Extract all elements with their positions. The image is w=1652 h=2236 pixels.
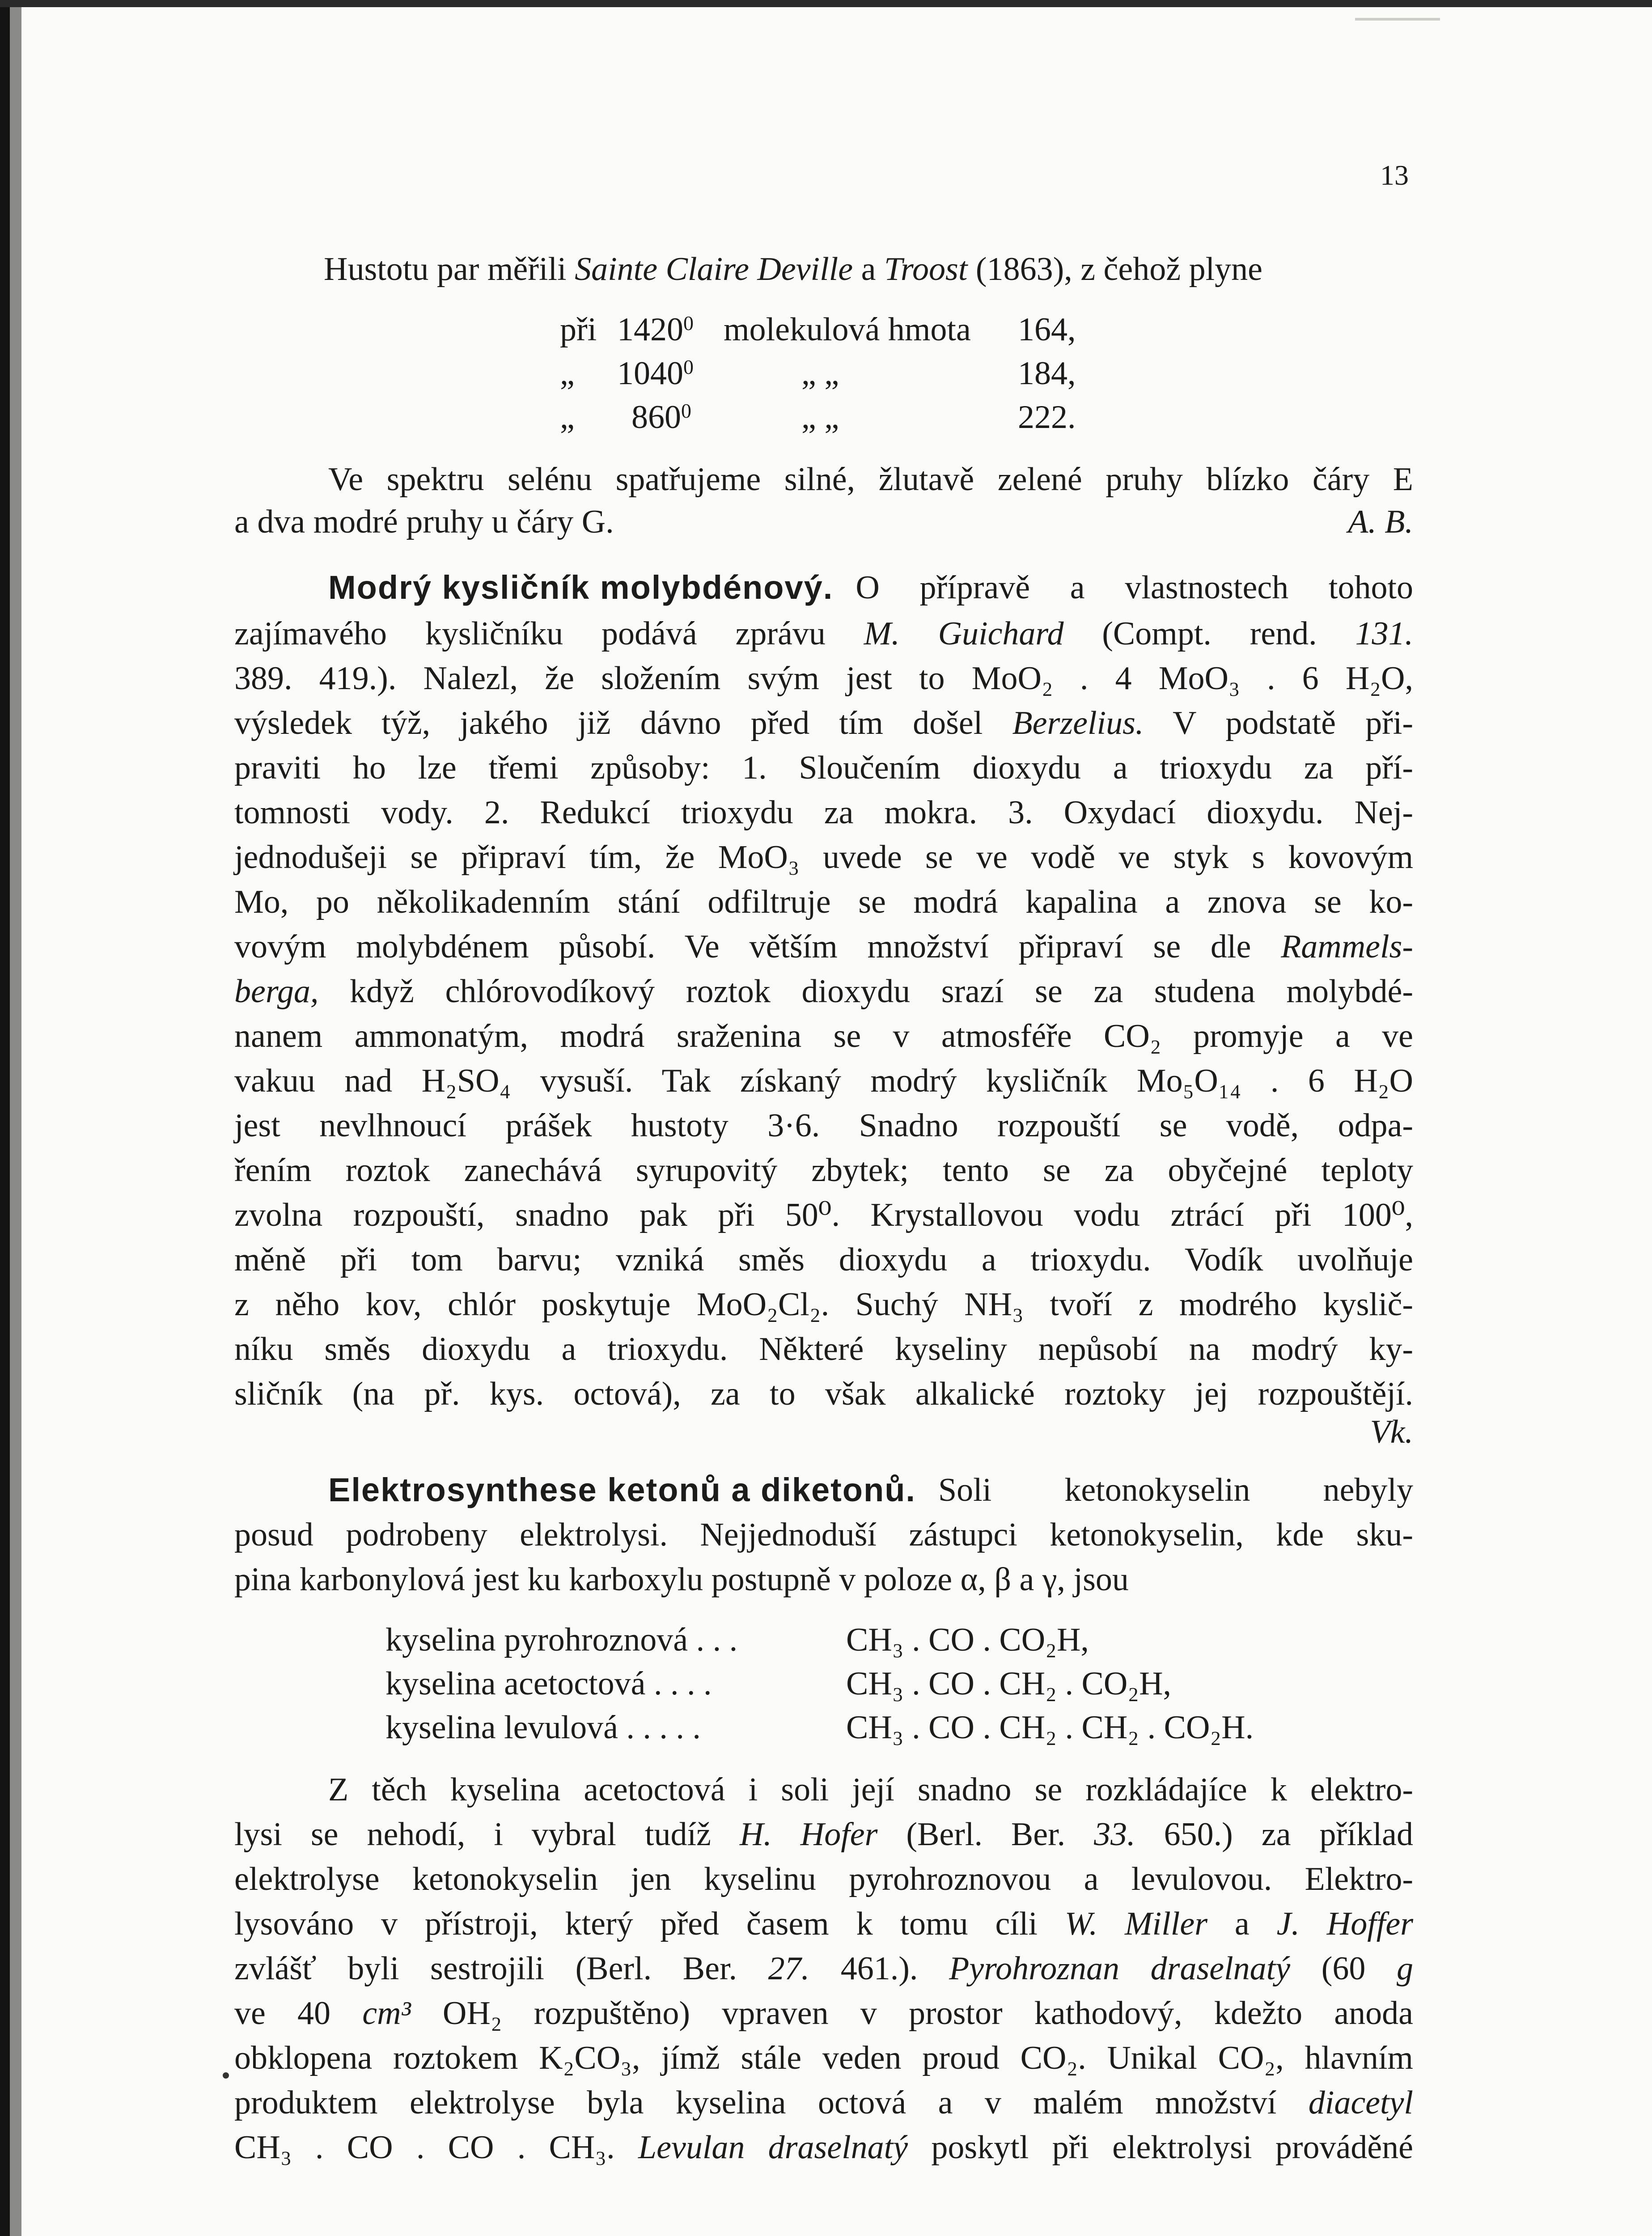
- text-line: [234, 1907, 1413, 1940]
- author-name: W. Miller: [1064, 1906, 1208, 1942]
- degree: 0: [683, 356, 694, 379]
- row-label: „ „: [801, 399, 839, 436]
- unit: cm³: [362, 1995, 411, 2032]
- text-line: pina karbonylová jest ku karboxylu postupně v poloze α, β a γ, jsou: [234, 1561, 1129, 1598]
- acid-name: kyselina pyrohroznová . . .: [385, 1622, 738, 1658]
- temperature: 860: [631, 399, 681, 436]
- row-prefix: „: [560, 399, 575, 436]
- text-line: posud podrobeny elektrolysi. Nejjednoduší zástupci ketonokyselin, kde sku-: [234, 1516, 1413, 1553]
- temperature: 1040: [617, 355, 683, 392]
- row-label: „ „: [801, 355, 839, 392]
- compound-name: Pyrohroznan draselnatý: [949, 1950, 1291, 1987]
- text-line: jednodušeji se připraví tím, že MoO₃ uvede se ve vodě ve styk s kovovým: [234, 839, 1413, 876]
- degree: 0: [681, 399, 691, 423]
- degree: 0: [683, 312, 694, 335]
- text-line: [328, 1471, 1413, 1508]
- acid-formula: CH₃ . CO . CH₂ . CH₂ . CO₂H.: [846, 1709, 1254, 1746]
- compound-name: Levulan draselnatý: [638, 2129, 908, 2166]
- text-span: CH₃ . CO . CO . CH₃.: [234, 2129, 638, 2166]
- binding-edge: [0, 0, 10, 2236]
- text-line: [234, 1997, 1413, 2030]
- text-span: zajímavého kysličníku podává zprávu: [234, 615, 864, 652]
- text-span: ve 40: [234, 1995, 363, 2032]
- signature: A. B.: [1348, 504, 1413, 540]
- acid-name: kyselina levulová . . . . .: [385, 1709, 701, 1746]
- author-name: J. Hoffer: [1276, 1906, 1413, 1942]
- author-name: Berzelius.: [1012, 705, 1144, 741]
- text-span: výsledek týž, jakého již dávno před tím došel: [234, 705, 1012, 741]
- text-line: z něho kov, chlór poskytuje MoO₂Cl₂. Suchý NH₃ tvoří z modrého kyslič-: [234, 1286, 1413, 1323]
- text-span: Hustotu par měřili: [324, 251, 575, 288]
- text-span: (60: [1290, 1950, 1397, 1987]
- text-line: Mo, po několikadenním stání odfiltruje se modrá kapalina a znova se ko-: [234, 884, 1413, 920]
- text-line: vakuu nad H₂SO₄ vysuší. Tak získaný modrý kysličník Mo₅O₁₄ . 6 H₂O: [234, 1063, 1413, 1099]
- text-line: [328, 571, 1413, 604]
- text-span: lysi se nehodí, i vybral tudíž: [234, 1816, 740, 1853]
- text-span: produktem elektrolyse byla kyselina octová a v malém množství: [234, 2084, 1309, 2121]
- volume-number: 131.: [1355, 615, 1413, 652]
- text-line: Z těch kyselina acetoctová i soli její snadno se rozkládajíce k elektro-: [328, 1771, 1413, 1808]
- page-number: 13: [1380, 159, 1409, 191]
- author-name: M. Guichard: [864, 615, 1064, 652]
- text-span: a: [853, 251, 884, 288]
- text-line: [234, 707, 1413, 740]
- text-span: zvlášť byli sestrojili (Berl. Ber.: [234, 1950, 768, 1987]
- section-heading: Elektrosynthese ketonů a diketonů.: [328, 1471, 916, 1508]
- text-line: [234, 1952, 1413, 1985]
- text-line: Ve spektru selénu spatřujeme silné, žlutavě zelené pruhy blízko čáry E: [328, 461, 1413, 498]
- text-span: a: [1207, 1906, 1277, 1942]
- text-span: lysováno v přístroji, který před časem k tomu cíli: [234, 1906, 1065, 1942]
- text-span: (1863), z čehož plyne: [967, 251, 1262, 288]
- scan-mark: [1355, 18, 1440, 21]
- text-line: [234, 975, 1413, 1008]
- row-value: 184,: [1018, 355, 1076, 392]
- text-span: 461.).: [809, 1950, 949, 1987]
- text-line: níku směs dioxydu a trioxydu. Některé kyseliny nepůsobí na modrý ky-: [234, 1331, 1413, 1368]
- author-name: Troost: [884, 251, 968, 288]
- text-line: [234, 930, 1413, 963]
- text-line: [234, 1818, 1413, 1851]
- text-line: řením roztok zanechává syrupovitý zbytek; tento se za obyčejné teploty: [234, 1152, 1413, 1189]
- author-name: Rammels-: [1281, 928, 1413, 965]
- acid-name: kyselina acetoctová . . . .: [385, 1665, 712, 1702]
- text-line: a dva modré pruhy u čáry G.: [234, 504, 614, 540]
- text-span: (Berl. Ber.: [877, 1816, 1094, 1853]
- row-prefix: při: [560, 311, 597, 348]
- text-line: elektrolyse ketonokyselin jen kyselinu pyrohroznovou a levulovou. Elektro-: [234, 1861, 1413, 1897]
- binding-shadow: [10, 0, 21, 2236]
- text-line: 389. 419.). Nalezl, že složením svým jest to MoO₂ . 4 MoO₃ . 6 H₂O,: [234, 660, 1413, 697]
- text-span: když chlórovodíkový roztok dioxydu srazí se za studena molybdé-: [318, 973, 1413, 1010]
- text-line: obklopena roztokem K₂CO₃, jímž stále veden proud CO₂. Unikal CO₂, hlavním: [234, 2040, 1413, 2076]
- unit: g: [1397, 1950, 1413, 1987]
- ink-dot: [223, 2072, 229, 2079]
- text-line: měně při tom barvu; vzniká směs dioxydu a trioxydu. Vodík uvolňuje: [234, 1241, 1413, 1278]
- text-line: [234, 2131, 1413, 2164]
- text-span: 650.) za příklad: [1135, 1816, 1413, 1853]
- text-span: V podstatě při-: [1144, 705, 1413, 741]
- row-prefix: „: [560, 355, 575, 392]
- text-line: [234, 617, 1413, 650]
- section-heading: Modrý kysličník molybdénový.: [328, 569, 834, 606]
- text-span: Soli ketonokyselin nebyly: [938, 1472, 1413, 1508]
- text-line: sličník (na př. kys. octová), za to však alkalické roztoky jej rozpouštějí.: [234, 1376, 1413, 1412]
- compound-name: diacetyl: [1308, 2084, 1413, 2121]
- signature: Vk.: [1370, 1414, 1413, 1450]
- temperature: 1420: [617, 311, 683, 348]
- text-span: (Compt. rend.: [1063, 615, 1355, 652]
- text-line: nanem ammonatým, modrá sraženina se v atmosféře CO₂ promyje a ve: [234, 1018, 1413, 1054]
- text-line: tomnosti vody. 2. Redukcí trioxydu za mokra. 3. Oxydací dioxydu. Nej-: [234, 794, 1413, 831]
- text-line: [234, 2086, 1413, 2119]
- text-line: jest nevlhnoucí prášek hustoty 3·6. Snadno rozpouští se vodě, odpa-: [234, 1107, 1413, 1144]
- author-name: Sainte Claire Deville: [575, 251, 853, 288]
- top-edge: [0, 0, 1652, 7]
- row-value: 222.: [1018, 399, 1076, 436]
- text-span: OH₂ rozpuštěno) vpraven v prostor kathodový, kdežto anoda: [411, 1995, 1413, 2032]
- acid-formula: CH₃ . CO . CH₂ . CO₂H,: [846, 1665, 1172, 1702]
- text-span: vovým molybdénem působí. Ve větším množství připraví se dle: [234, 928, 1281, 965]
- text-line: [324, 253, 1262, 286]
- volume-number: 27.: [768, 1950, 810, 1987]
- author-name: berga,: [234, 973, 319, 1010]
- row-label: molekulová hmota: [724, 311, 971, 348]
- text-line: praviti ho lze třemi způsoby: 1. Sloučením dioxydu a trioxydu za pří-: [234, 750, 1413, 786]
- text-span: O přípravě a vlastnostech tohoto: [856, 569, 1413, 606]
- acid-formula: CH₃ . CO . CO₂H,: [846, 1622, 1089, 1658]
- text-line: zvolna rozpouští, snadno pak při 50⁰. Krystallovou vodu ztrácí při 100⁰,: [234, 1197, 1413, 1233]
- row-value: 164,: [1018, 311, 1076, 348]
- volume-number: 33.: [1094, 1816, 1135, 1853]
- text-span: poskytl při elektrolysi prováděné: [908, 2129, 1413, 2166]
- author-name: H. Hofer: [739, 1816, 878, 1853]
